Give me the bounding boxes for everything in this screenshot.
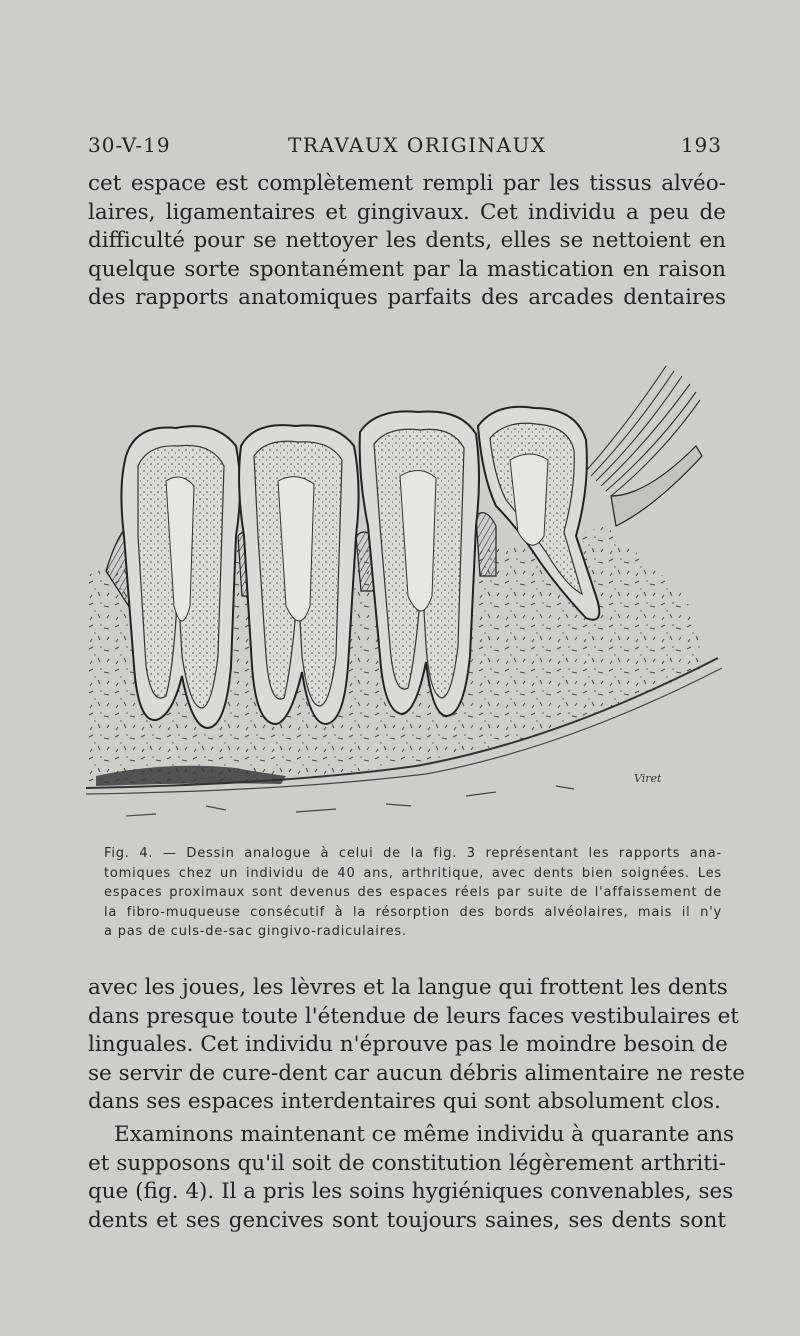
text-line: avec les joues, les lèvres et la langue qui frottent les dents (88, 975, 728, 1000)
paragraph-1 (88, 170, 726, 313)
tooth-2 (239, 425, 358, 724)
caption-line: tomiques chez un individu de 40 ans, arthritique, avec dents bien soignées. Les (104, 865, 722, 881)
page-number: 193 (680, 133, 722, 157)
caption-line: espaces proximaux sont devenus des espaces réels par suite de l'affaissement de (104, 885, 722, 900)
text-line: linguales. Cet individu n'éprouve pas le moindre besoin de (88, 1032, 728, 1057)
running-header (88, 133, 722, 161)
caption-line: Fig. 4. — Dessin analogue à celui de la fig. 3 représentant les rapports ana- (104, 846, 722, 861)
text-line: que (fig. 4). Il a pris les soins hygiéniques convenables, ses (88, 1179, 734, 1204)
tooth-illustration (86, 336, 726, 832)
header-date: 30-V-19 (88, 133, 171, 157)
text-line: des rapports anatomiques parfaits des arcades dentaires (88, 285, 726, 310)
caption-line: la fibro-muqueuse consécutif à la résorption des bords alvéolaires, mais il n'y (104, 904, 722, 920)
header-title: TRAVAUX ORIGINAUX (288, 133, 547, 157)
tooth-1 (121, 426, 240, 728)
caption-line: a pas de culs-de-sac gingivo-radiculaires. (104, 924, 407, 939)
artist-signature: Viret (634, 772, 662, 785)
text-line: dans ses espaces interdentaires qui sont absolument clos. (88, 1089, 721, 1114)
paragraph-2 (88, 974, 746, 1117)
text-line-indented (88, 1121, 735, 1150)
text-line: se servir de cure-dent car aucun débris alimentaire ne reste (88, 1060, 746, 1086)
text-line: dans presque toute l'étendue de leurs faces vestibulaires et (88, 1003, 739, 1029)
text-line: cet espace est complètement rempli par les tissus alvéo- (88, 171, 726, 196)
text-line: difficulté pour se nettoyer les dents, elles se nettoient en (88, 228, 726, 253)
text-line: et supposons qu'il soit de constitution légèrement arthriti- (88, 1150, 726, 1176)
text-line: quelque sorte spontanément par la mastication en raison (88, 256, 726, 282)
figure-caption (104, 844, 722, 942)
paragraph-3 (88, 1121, 735, 1235)
text-line: dents et ses gencives sont toujours saines, ses dents sont (88, 1207, 726, 1233)
text-line: Examinons maintenant ce même individu à quarante ans (114, 1122, 735, 1147)
text-line: laires, ligamentaires et gingivaux. Cet individu a peu de (88, 199, 726, 225)
